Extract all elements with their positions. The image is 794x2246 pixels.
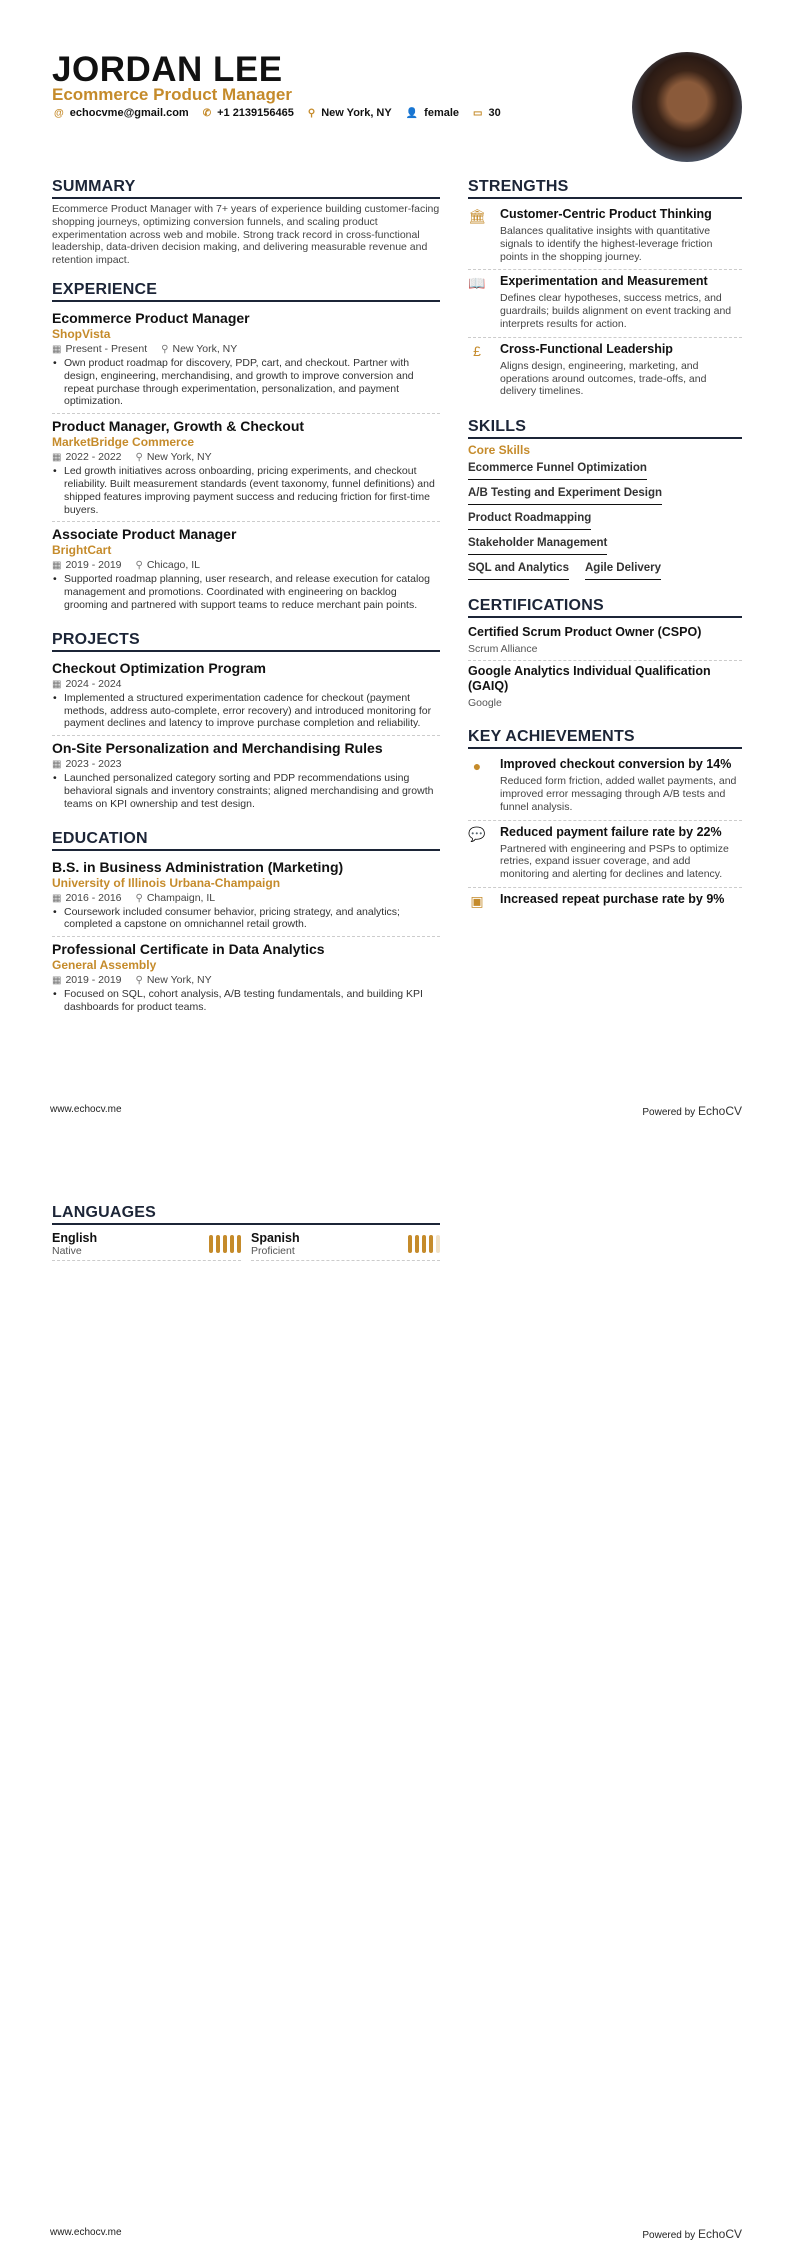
bullet-list	[52, 772, 440, 810]
contact-text: female	[424, 107, 460, 119]
contact-item	[203, 107, 294, 119]
entry-dates	[52, 974, 122, 987]
proficiency-bar	[422, 1235, 426, 1253]
section-heading: SUMMARY	[52, 178, 440, 199]
dates-text: 2024 - 2024	[65, 677, 122, 690]
certification-item	[468, 622, 742, 661]
entry-meta	[52, 892, 440, 905]
section-heading: STRENGTHS	[468, 178, 742, 199]
entry	[52, 522, 440, 616]
item-description: Aligns design, engineering, marketing, and operations around outcomes, trade-offs, and delivery timelines.	[500, 359, 707, 398]
entry-title: Ecommerce Product Manager	[52, 309, 250, 326]
item-title: Experimentation and Measurement	[500, 274, 708, 289]
entry-meta	[52, 559, 440, 572]
dates-text: 2016 - 2016	[65, 891, 122, 904]
entry-title: Professional Certificate in Data Analytics	[52, 941, 325, 958]
proficiency-bar	[237, 1235, 241, 1253]
calendar-icon: ▦	[52, 678, 62, 690]
summary-text: Ecommerce Product Manager with 7+ years of experience building customer-facing shopping journeys, optimizing conversion funnels, and scaling product experimentation across web and mobile. Strong track record in cross-functional leadership, data-driven decision making, and delivering measurable revenue and retention impact.	[52, 203, 440, 267]
candidate-name: JORDAN LEE	[52, 50, 283, 89]
education-section	[52, 830, 440, 1019]
entry-dates	[52, 892, 122, 905]
profile-photo	[632, 52, 742, 162]
location-text: Champaign, IL	[146, 891, 216, 904]
person-icon: 👤	[405, 107, 419, 119]
skill-tag: Stakeholder Management	[468, 533, 607, 555]
entry-dates	[52, 343, 147, 356]
terminal-icon: ▣	[470, 892, 484, 909]
section-heading: LANGUAGES	[52, 1204, 440, 1225]
skill-wrap	[585, 558, 661, 583]
strengths-item	[468, 270, 742, 337]
language-proficiency-bars	[209, 1235, 241, 1253]
entry-organization: ShopVista	[52, 326, 111, 341]
certification-name: Google Analytics Individual Qualification (GAIQ)	[468, 664, 711, 694]
experience-section	[52, 281, 440, 617]
calendar-icon: ▦	[52, 343, 62, 355]
contact-item	[308, 107, 392, 119]
page-footer	[50, 2227, 742, 2241]
entry	[52, 656, 440, 736]
contact-item	[473, 107, 501, 119]
achievements-item	[468, 821, 742, 888]
skill-tag: Product Roadmapping	[468, 508, 591, 530]
proficiency-bar	[408, 1235, 412, 1253]
skill-wrap	[468, 458, 742, 483]
skill-wrap	[468, 558, 569, 583]
footer-brand: EchoCV	[697, 2227, 742, 2241]
proficiency-bar	[436, 1235, 440, 1253]
entry-dates	[52, 758, 122, 771]
entry-dates	[52, 451, 122, 464]
calendar-icon: ▦	[52, 452, 62, 464]
entry-dates	[52, 559, 122, 572]
skill-wrap	[468, 508, 742, 533]
phone-icon: ✆	[202, 107, 212, 119]
contact-item	[54, 107, 189, 119]
dates-text: 2023 - 2023	[65, 758, 122, 771]
language-info	[251, 1231, 300, 1257]
resume-page-2	[0, 1123, 794, 2246]
language-item	[52, 1229, 241, 1261]
achievements-item	[468, 888, 742, 916]
bullet-item: • Coursework included consumer behavior, pricing strategy, and analytics; completed a capstone on omnichannel retail growth.	[52, 906, 440, 932]
bullet-list	[52, 573, 440, 611]
item-title: Cross-Functional Leadership	[500, 341, 673, 356]
location-text: New York, NY	[146, 451, 212, 464]
certification-issuer: Google	[468, 697, 502, 710]
bank-icon: 🏛	[468, 208, 486, 224]
bullet-item: • Supported roadmap planning, user research, and release execution for catalog management and promotions. Coordinated with engineering on backlog grooming and partnered with support teams to reduce merchant pain points.	[52, 573, 440, 611]
right-column	[468, 178, 742, 916]
entry	[52, 306, 440, 414]
dates-text: Present - Present	[65, 342, 148, 355]
item-description: Balances qualitative insights with quantitative signals to identify the highest-leverage friction points in the shopping journey.	[500, 225, 713, 263]
location-icon: ⚲	[307, 107, 316, 119]
strengths-item	[468, 338, 742, 404]
contact-text: New York, NY	[321, 107, 392, 119]
proficiency-bar	[209, 1235, 213, 1253]
contact-text: +1 2139156465	[217, 107, 294, 119]
section-heading: KEY ACHIEVEMENTS	[468, 728, 742, 749]
section-heading: PROJECTS	[52, 631, 440, 652]
location-text: New York, NY	[146, 974, 212, 987]
certifications-section	[468, 597, 742, 714]
bullet-item: • Implemented a structured experimentation cadence for checkout (payment methods, address auto-complete, error recovery) and introduced monitoring for payment declines and latency to improve purchase completion and reliability.	[52, 692, 440, 730]
contact-bar	[54, 107, 501, 119]
item-description: Reduced form friction, added wallet payments, and improved error messaging through A/B tests and funnel analysis.	[500, 775, 737, 813]
entry	[52, 736, 440, 815]
proficiency-bar	[429, 1235, 433, 1253]
entry-location	[136, 559, 200, 572]
strengths-section	[468, 178, 742, 404]
bullet-list	[52, 692, 440, 730]
entry-meta	[52, 758, 440, 771]
location-pin-icon: ⚲	[135, 975, 143, 987]
item-body	[500, 825, 742, 881]
summary-section	[52, 178, 440, 267]
item-body	[500, 342, 742, 398]
entry-location	[161, 343, 237, 356]
language-item	[251, 1229, 440, 1261]
entry-title: Checkout Optimization Program	[52, 659, 266, 676]
location-pin-icon: ⚲	[135, 560, 143, 572]
strengths-item	[468, 203, 742, 270]
bullet-list	[52, 465, 440, 516]
bullet-list	[52, 357, 440, 408]
proficiency-bar	[216, 1235, 220, 1253]
calendar-icon: ▭	[473, 107, 483, 119]
skills-group-label: Core Skills	[468, 443, 531, 458]
footer-powered: Powered by EchoCV	[642, 2227, 742, 2241]
entry-location	[136, 974, 212, 987]
entry-location	[136, 451, 212, 464]
contact-text: echocvme@gmail.com	[69, 107, 189, 119]
entry-location	[136, 892, 216, 905]
entry	[52, 937, 440, 1019]
item-body	[500, 274, 742, 330]
proficiency-bar	[223, 1235, 227, 1253]
skill-wrap	[468, 533, 742, 558]
bullet-item: • Own product roadmap for discovery, PDP, cart, and checkout. Partner with design, engineering, merchandising, and growth to improve conversion and repeat purchase through experimentation, personalization, and payment optimization.	[52, 357, 440, 408]
bullet-item: • Led growth initiatives across onboarding, pricing experiments, and checkout reliability. Built measurement standards (event taxonomy, funnel definitions) and shipped features improving payment success and reducing friction for first-time buyers.	[52, 465, 440, 516]
bullet-item: • Launched personalized category sorting and PDP recommendations using behavioral signals and inventory constraints; aligned merchandising and growth teams on KPI ownership and test design.	[52, 772, 440, 810]
at-icon: @	[54, 107, 64, 119]
section-heading: SKILLS	[468, 418, 742, 439]
dates-text: 2022 - 2022	[65, 451, 122, 464]
location-pin-icon: ⚲	[161, 343, 169, 355]
certification-name: Certified Scrum Product Owner (CSPO)	[468, 625, 702, 640]
dates-text: 2019 - 2019	[65, 974, 122, 987]
projects-section	[52, 631, 440, 816]
item-body	[500, 757, 742, 813]
page-footer	[50, 1104, 742, 1118]
contact-text: 30	[488, 107, 501, 119]
entry-meta	[52, 343, 440, 356]
language-level: Native	[52, 1245, 82, 1257]
footer-brand: EchoCV	[697, 1104, 742, 1118]
achievements-section	[468, 728, 742, 916]
skill-tag: Agile Delivery	[585, 558, 661, 580]
dates-text: 2019 - 2019	[65, 559, 122, 572]
bullet-item: • Focused on SQL, cohort analysis, A/B testing fundamentals, and building KPI dashboards for product teams.	[52, 988, 440, 1014]
bullet-list	[52, 988, 440, 1014]
entry-title: On-Site Personalization and Merchandising Rules	[52, 740, 383, 757]
location-text: Chicago, IL	[146, 559, 200, 572]
item-description: Defines clear hypotheses, success metrics, and guardrails; builds alignment on event tracking and interprets results for action.	[500, 292, 732, 330]
skill-tag: SQL and Analytics	[468, 558, 569, 580]
skill-wrap	[468, 483, 742, 508]
candidate-title: Ecommerce Product Manager	[52, 85, 292, 104]
entry-organization: General Assembly	[52, 958, 157, 973]
entry-meta	[52, 974, 440, 987]
contact-item	[406, 107, 459, 119]
languages-section	[52, 1190, 440, 1261]
section-heading: CERTIFICATIONS	[468, 597, 742, 618]
entry-organization: University of Illinois Urbana-Champaign	[52, 875, 281, 890]
section-heading: EXPERIENCE	[52, 281, 440, 302]
skill-tag: A/B Testing and Experiment Design	[468, 483, 662, 505]
language-name: Spanish	[251, 1231, 300, 1245]
entry-title: Product Manager, Growth & Checkout	[52, 418, 305, 435]
entry-meta	[52, 451, 440, 464]
entry-title: Associate Product Manager	[52, 526, 237, 543]
chat-icon: 💬	[468, 825, 486, 842]
file-pound-icon: £	[473, 342, 481, 359]
proficiency-bar	[415, 1235, 419, 1253]
location-pin-icon: ⚲	[135, 892, 143, 904]
language-level: Proficient	[251, 1245, 295, 1257]
entry-meta	[52, 678, 440, 691]
location-pin-icon: ⚲	[135, 452, 143, 464]
item-title: Customer-Centric Product Thinking	[500, 207, 712, 221]
item-body	[500, 892, 724, 910]
calendar-icon: ▦	[52, 975, 62, 987]
language-name: English	[52, 1231, 98, 1245]
calendar-icon: ▦	[52, 759, 62, 771]
footer-site-link[interactable]: www.echocv.me	[50, 2227, 122, 2238]
entry-title: B.S. in Business Administration (Marketing)	[52, 858, 344, 875]
footer-site-link[interactable]: www.echocv.me	[50, 1104, 122, 1115]
skills-section	[468, 418, 742, 583]
achievements-item	[468, 753, 742, 820]
coin-icon: ●	[472, 758, 482, 775]
item-title: Improved checkout conversion by 14%	[500, 757, 732, 772]
certification-item	[468, 661, 742, 714]
bullet-list	[52, 906, 440, 932]
language-info	[52, 1231, 97, 1257]
language-proficiency-bars	[408, 1235, 440, 1253]
certification-issuer: Scrum Alliance	[468, 643, 538, 656]
calendar-icon: ▦	[52, 892, 62, 904]
entry-organization: BrightCart	[52, 543, 112, 558]
proficiency-bar	[230, 1235, 234, 1253]
entry-organization: MarketBridge Commerce	[52, 435, 195, 450]
book-icon: 📖	[468, 275, 486, 292]
entry-dates	[52, 678, 122, 691]
item-body	[500, 207, 742, 263]
skill-tag: Ecommerce Funnel Optimization	[468, 458, 647, 480]
calendar-icon: ▦	[52, 560, 62, 572]
entry	[52, 855, 440, 938]
location-text: New York, NY	[172, 342, 238, 355]
footer-powered: Powered by EchoCV	[642, 1104, 742, 1118]
section-heading: EDUCATION	[52, 830, 440, 851]
entry	[52, 414, 440, 522]
item-title: Increased repeat purchase rate by 9%	[500, 891, 725, 906]
left-column	[52, 178, 440, 1019]
item-title: Reduced payment failure rate by 22%	[500, 824, 722, 839]
item-description: Partnered with engineering and PSPs to optimize retries, expand issuer coverage, and add monitoring and alerting for declines and latency.	[500, 842, 729, 881]
